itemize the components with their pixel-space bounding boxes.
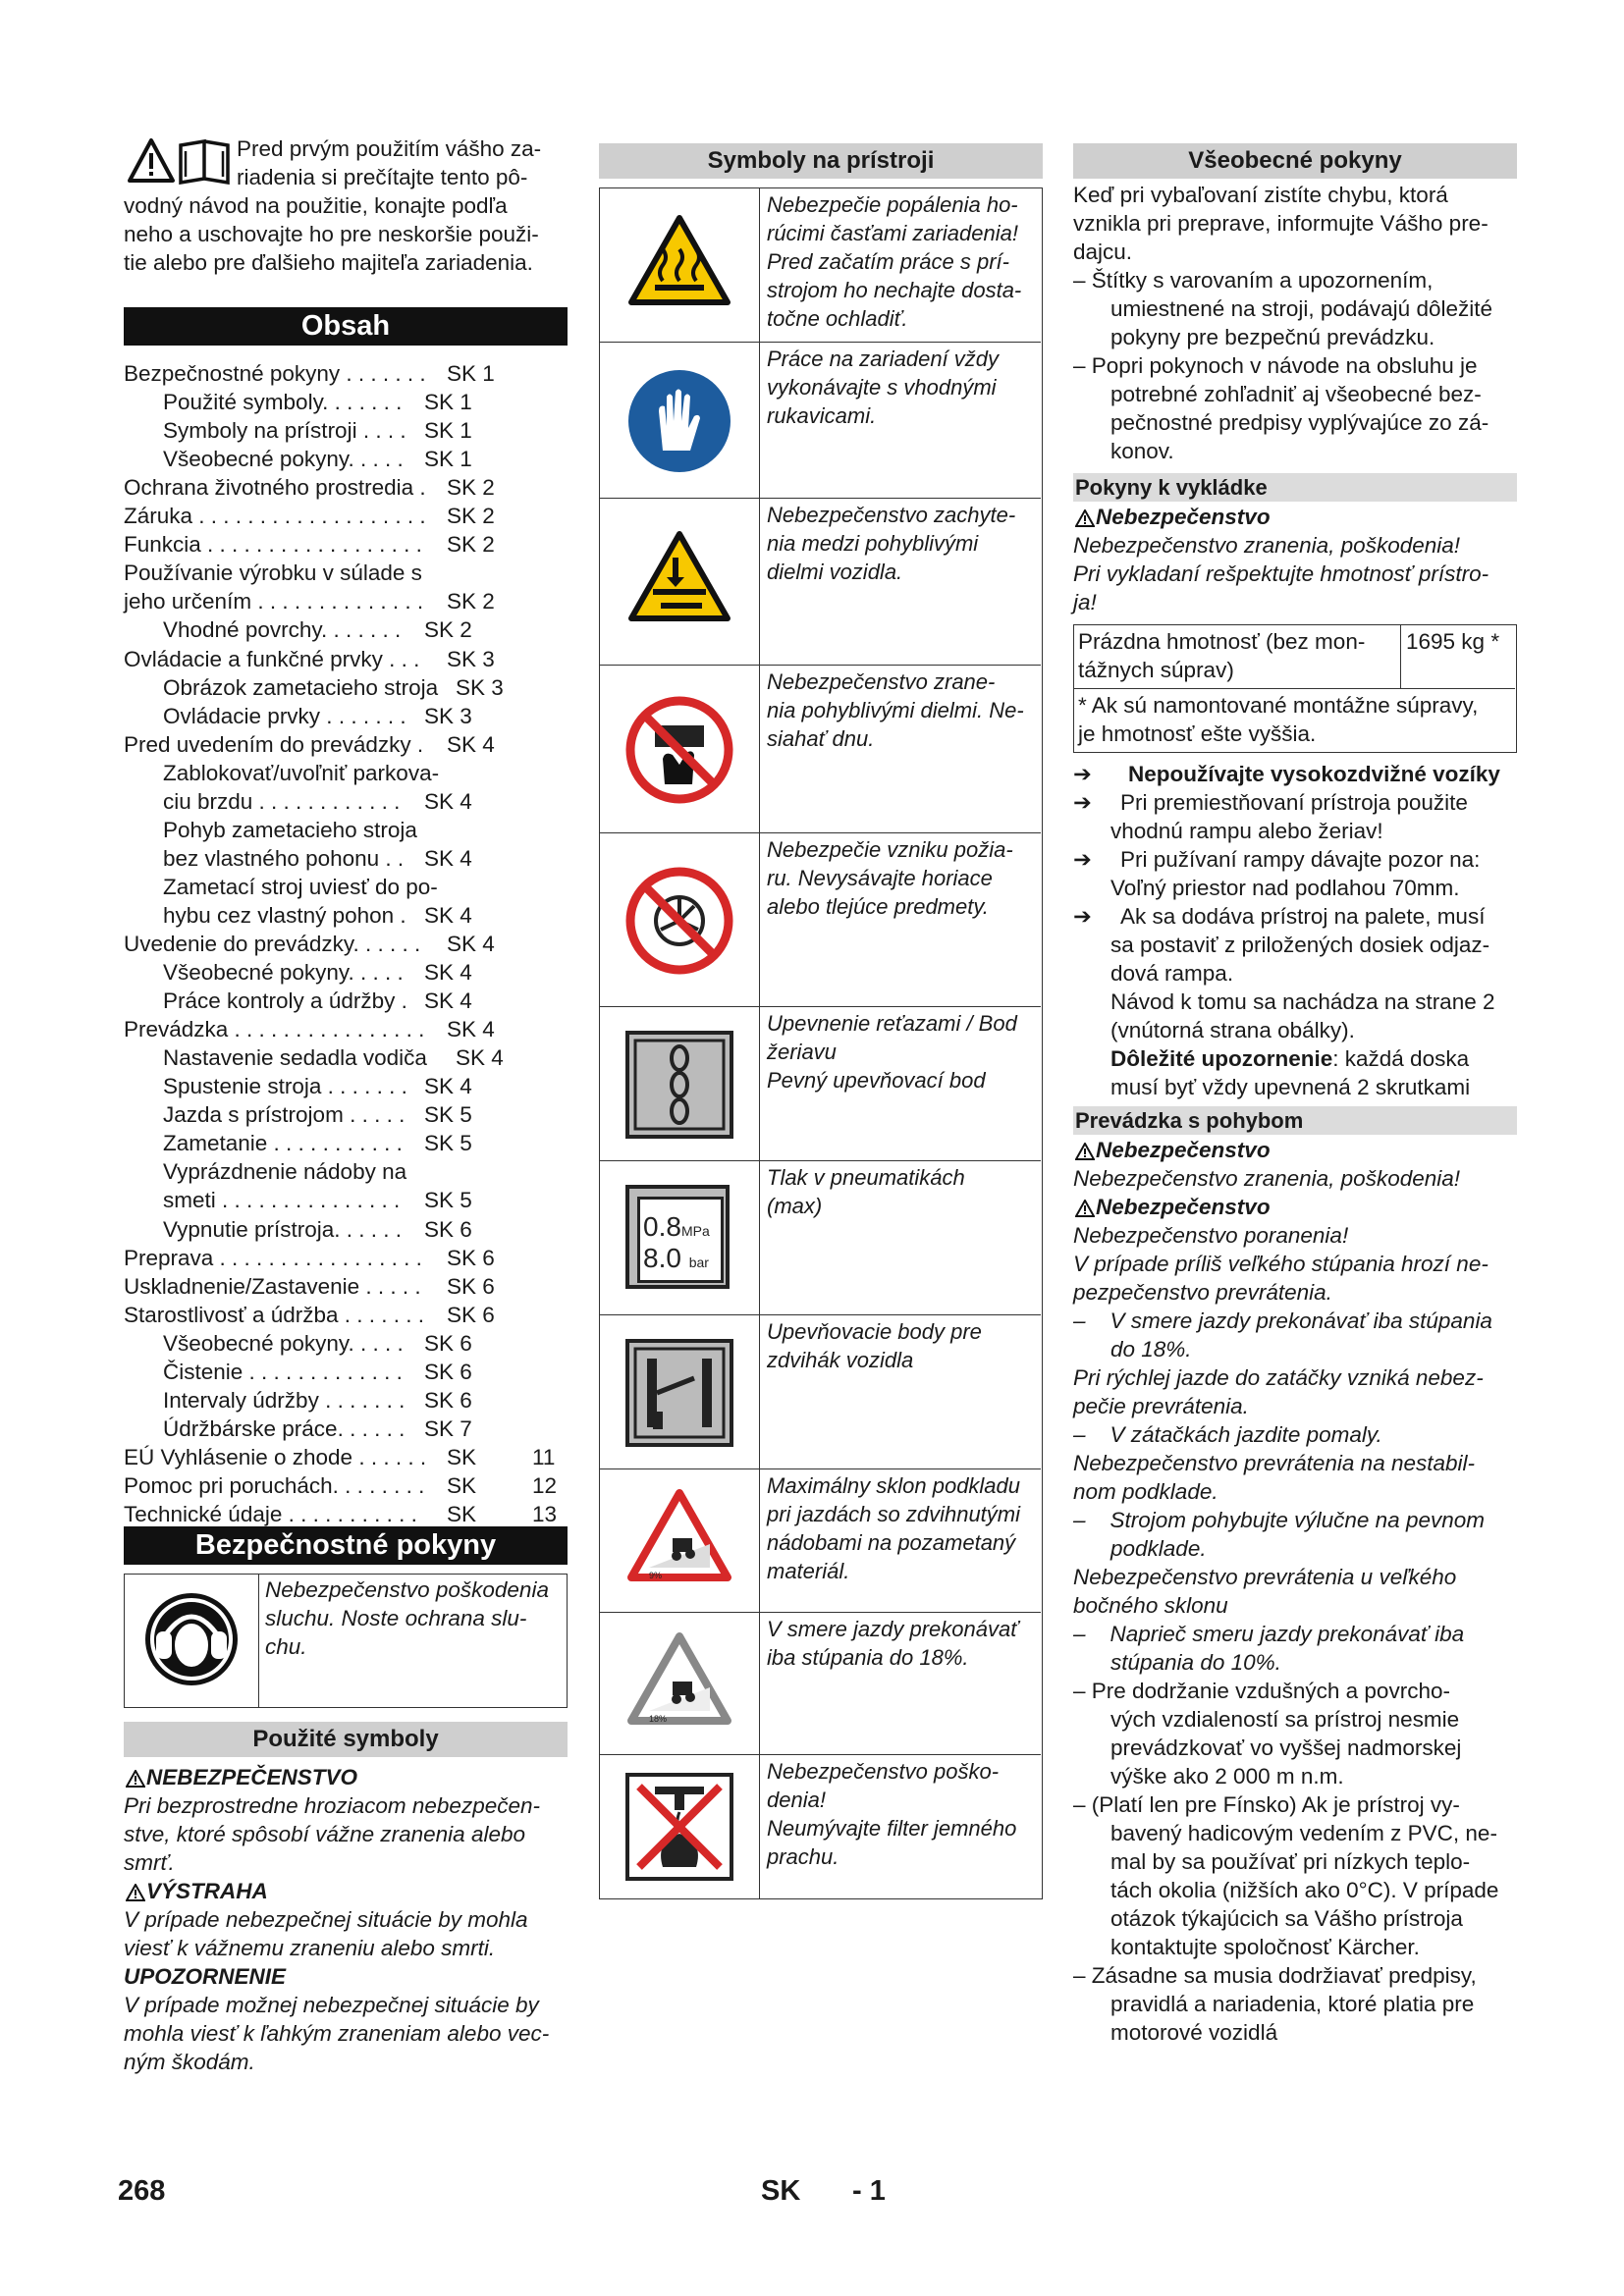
symbol-icon-cell <box>600 188 760 342</box>
toc-entry-page: SK 3 <box>447 646 495 671</box>
arrow-bullet-icon: ➔ <box>1073 790 1092 815</box>
symbol-description-line: materiál. <box>767 1559 850 1583</box>
symbol-row <box>600 1613 1041 1755</box>
symbol-description-line: pri jazdách so zdvihnutými <box>767 1502 1021 1526</box>
intro-line: Keď pri vybaľovaní zistíte chybu, ktorá <box>1073 183 1448 207</box>
symbol-description-line: Nebezpečie popálenia ho- <box>767 192 1018 217</box>
prevadzka-line: otázok týkajúcich sa Vášho prístroja <box>1110 1906 1463 1931</box>
toc-entry-title: Obrázok zametacieho stroja <box>163 674 439 700</box>
toc-entry-page: SK 4 <box>447 731 495 757</box>
symbol-description-line: nádobami na pozametaný <box>767 1530 1016 1555</box>
symbol-icon-cell <box>600 1315 760 1468</box>
prevadzka-line: bočného sklonu <box>1073 1593 1228 1618</box>
hearing-protection-cell <box>125 1575 259 1707</box>
symbol-row <box>600 1315 1041 1469</box>
prevadzka-line: motorové vozidlá <box>1110 2020 1278 2045</box>
obsah-heading: Obsah <box>124 307 568 346</box>
toc-entry-page-number: 12 <box>532 1472 558 1498</box>
ear-protection-icon <box>142 1590 241 1688</box>
symbol-icon-cell <box>600 1755 760 1898</box>
toc-entry-page: SK 1 <box>447 361 495 386</box>
toc-entry-title: Bezpečnostné pokyny . . . . . . . <box>124 361 426 386</box>
toc-entry-title: jeho určením . . . . . . . . . . . . . . <box>124 589 424 614</box>
symbol-icon-cell <box>600 1613 760 1754</box>
vseobecne-pokyny-heading: Všeobecné pokyny <box>1073 143 1517 179</box>
toc-entry-page-number: 13 <box>532 1502 558 1526</box>
symbol-row <box>600 666 1041 833</box>
symbol-icon-cell <box>600 666 760 832</box>
toc-entry-title: Čistenie . . . . . . . . . . . . . <box>163 1359 403 1384</box>
toc-entry-page: SK 5 <box>424 1188 472 1213</box>
prevadzka-line: výške ako 2 000 m n.m. <box>1110 1764 1344 1789</box>
symbol-description-line: Nebezpečenstvo zrane- <box>767 669 996 694</box>
weight-value-cell <box>1401 625 1515 689</box>
toc-entry-title: Vypnutie prístroja. . . . . . <box>163 1216 403 1242</box>
prevadzka-line: – V smere jazdy prekonávať iba stúpania <box>1073 1308 1492 1333</box>
dolezite-text: : každá doska <box>1332 1046 1470 1071</box>
toc-entry-page: SK 2 <box>424 617 472 643</box>
warning-triangle-icon <box>126 1884 145 1901</box>
prevadzka-line: vých vzdialeností sa prístroj nesmie <box>1110 1707 1460 1732</box>
footer-section-number: - 1 <box>852 2175 886 2207</box>
symbol-description-line: rukavicami. <box>767 403 877 428</box>
nebezpecenstvo-label: Nebezpečenstvo <box>1096 1138 1271 1162</box>
symbol-description-line: Nebezpečie vzniku požia- <box>767 837 1013 862</box>
prevadzka-line: pravidlá a nariadenia, ktoré platia pre <box>1110 1992 1475 2016</box>
vykladka-line: Nebezpečenstvo zranenia, poškodenia! <box>1073 533 1461 558</box>
prevadzka-line: pezpečenstvo prevrátenia. <box>1073 1280 1332 1305</box>
symbol-row <box>600 833 1041 1007</box>
arrow-bullet-line: (vnútorná strana obálky). <box>1110 1018 1355 1042</box>
symbol-icon-cell <box>600 499 760 665</box>
toc-entry-title: Technické údaje . . . . . . . . . . . <box>124 1502 417 1526</box>
toc-entry-title: Spustenie stroja . . . . . . . <box>163 1074 407 1099</box>
symbol-description-line: Neumývajte filter jemného <box>767 1816 1017 1841</box>
danger-text-line: Pri bezprostredne hroziacom nebezpečen- <box>124 1793 540 1818</box>
pressure-mpa-value: 0.8 <box>643 1210 681 1242</box>
toc-entry-title: smeti . . . . . . . . . . . . . . . <box>163 1188 401 1213</box>
prevadzka-line: nom podklade. <box>1073 1479 1218 1504</box>
footer-lang: SK <box>761 2175 801 2207</box>
prevadzka-line: V prípade príliš veľkého stúpania hrozí ne- <box>1073 1252 1489 1276</box>
symbol-description <box>767 667 1037 753</box>
arrow-bullet-line: vhodnú rampu alebo žeriav! <box>1110 819 1383 843</box>
prevadzka-line: podklade. <box>1110 1536 1207 1561</box>
symbol-row <box>600 1161 1041 1315</box>
warning-text-line: V prípade nebezpečnej situácie by mohla <box>124 1907 528 1932</box>
warning-text-line: viesť k vážnemu zraneniu alebo smrti. <box>124 1936 496 1960</box>
chain-fastening-icon <box>625 1031 733 1146</box>
climb-slope-icon <box>625 1630 733 1735</box>
weight-note-line: je hmotnosť ešte vyššia. <box>1078 721 1317 746</box>
pouzite-symboly-heading: Použité symboly <box>124 1722 568 1757</box>
danger-text-line: stve, ktoré spôsobí vážne zranenia alebo <box>124 1822 525 1846</box>
bullet-line: konov. <box>1110 439 1174 463</box>
hearing-protection-box <box>124 1574 568 1708</box>
toc-entry-title: bez vlastného pohonu . . <box>163 845 405 871</box>
toc-entry-page: SK 4 <box>424 988 472 1014</box>
warning-triangle-icon <box>1075 509 1095 527</box>
intro-line: dajcu. <box>1073 240 1133 264</box>
toc-entry-page: SK 6 <box>447 1273 495 1299</box>
symbol-description <box>767 501 1037 586</box>
toc-entry-title: Uvedenie do prevádzky. . . . . . <box>124 932 421 956</box>
toc-entry-page: SK <box>447 1472 477 1498</box>
arrow-bullet-line: Nepoužívajte vysokozdvižné vozíky <box>1128 762 1500 786</box>
toc-entry-page: SK 4 <box>424 788 472 814</box>
toc-entry-title: Záruka . . . . . . . . . . . . . . . . . . . <box>124 504 426 529</box>
crush-hazard-icon <box>625 528 733 633</box>
symbol-icon-cell <box>600 343 760 498</box>
symbol-description-line: rúcimi časťami zariadenia! <box>767 221 1018 245</box>
gloves-icon <box>625 367 733 482</box>
symbol-icon-cell <box>600 1469 760 1612</box>
prevadzka-line: bavený hadicovým vedením z PVC, ne- <box>1110 1821 1497 1845</box>
toc-entry-page: SK 5 <box>424 1131 472 1156</box>
toc-entry-title: Pred uvedením do prevádzky . <box>124 731 424 757</box>
prevadzka-line: – (Platí len pre Fínsko) Ak je prístroj vy- <box>1073 1792 1460 1817</box>
toc-entry-page-number: 11 <box>532 1444 556 1469</box>
intro-line: vodný návod na použitie, konajte podľa <box>124 193 508 218</box>
page-number: 268 <box>118 2175 166 2207</box>
toc-entry-page: SK 4 <box>424 1074 472 1099</box>
vykladka-line: Pri vykladaní rešpektujte hmotnosť prístro- <box>1073 561 1489 586</box>
arrow-bullet-line: Voľný priestor nad podlahou 70mm. <box>1110 876 1460 900</box>
toc-entry-page: SK 1 <box>424 390 472 415</box>
symbol-description <box>767 190 1037 333</box>
toc-entry-page: SK 4 <box>424 845 472 871</box>
toc-entry-title: Funkcia . . . . . . . . . . . . . . . . . . <box>124 532 422 558</box>
symbol-row <box>600 188 1041 343</box>
symbol-icon-cell <box>600 1007 760 1160</box>
symbol-description-line: Upevňovacie body pre <box>767 1319 982 1344</box>
symbol-description-line: siahať dnu. <box>767 726 875 751</box>
prevadzka-line: – Strojom pohybujte výlučne na pevnom <box>1073 1508 1485 1532</box>
symbol-description <box>767 1163 1037 1220</box>
danger-text-line: smrť. <box>124 1850 175 1875</box>
max-slope-icon <box>625 1487 733 1592</box>
vykladka-heading: Pokyny k vykládke <box>1073 473 1517 502</box>
symbol-description-line: Pevný upevňovací bod <box>767 1068 986 1093</box>
toc-entry-page: SK 6 <box>447 1245 495 1270</box>
toc-entry-title: Všeobecné pokyny. . . . . <box>163 960 404 986</box>
toc-entry-page: SK 4 <box>456 1045 504 1071</box>
prevadzka-line: – Pre dodržanie vzdušných a povrcho- <box>1073 1679 1450 1703</box>
toc-entry-title: Ovládacie prvky . . . . . . . <box>163 703 406 728</box>
dolezite-label: Dôležité upozornenie <box>1110 1046 1333 1071</box>
toc-entry-page: SK 5 <box>424 1102 472 1128</box>
toc-entry-title: Preprava . . . . . . . . . . . . . . . . . <box>124 1245 422 1270</box>
pressure-mpa-line <box>643 1212 710 1246</box>
symbol-description-line: Práce na zariadení vždy <box>767 347 1000 371</box>
toc-entry-title: hybu cez vlastný pohon . <box>163 902 406 928</box>
symboly-na-pristroji-heading: Symboly na prístroji <box>599 143 1043 179</box>
noise-text-line: sluchu. Noste ochrana slu- <box>265 1606 527 1630</box>
dolezite-line <box>1110 1044 1469 1073</box>
toc-entry-title: Prevádzka . . . . . . . . . . . . . . . . <box>124 1017 425 1042</box>
toc-entry-page: SK 6 <box>424 1359 472 1384</box>
symbol-description <box>767 1471 1037 1585</box>
intro-line: Pred prvým použitím vášho za- <box>237 136 542 161</box>
prevadzka-line: kontaktujte spoločnosť Kärcher. <box>1110 1935 1420 1959</box>
symbol-row <box>600 499 1041 666</box>
prevadzka-line: Nebezpečenstvo prevrátenia na nestabil- <box>1073 1451 1475 1475</box>
symbol-description-line: iba stúpania do 18%. <box>767 1645 969 1670</box>
weight-note-line: * Ak sú namontované montážne súpravy, <box>1078 693 1479 718</box>
arrow-bullet-icon: ➔ <box>1073 904 1092 929</box>
toc-entry-title: Uskladnenie/Zastavenie . . . . . <box>124 1273 421 1299</box>
noise-text-line: Nebezpečenstvo poškodenia <box>265 1577 549 1602</box>
danger-label: NEBEZPEČENSTVO <box>146 1765 358 1789</box>
symbol-description-line: Tlak v pneumatikách <box>767 1165 965 1190</box>
noise-text-line: chu. <box>265 1634 307 1659</box>
toc-entry-page: SK 6 <box>447 1302 495 1327</box>
prevadzka-line: – Naprieč smeru jazdy prekonávať iba <box>1073 1622 1465 1646</box>
symbol-description-line: prachu. <box>767 1844 839 1869</box>
toc-entry-title: Vyprázdnenie nádoby na <box>163 1159 407 1185</box>
symbol-description-line: nia medzi pohyblivými <box>767 531 979 556</box>
symbol-row <box>600 1007 1041 1161</box>
toc-entry-title: Všeobecné pokyny. . . . . <box>163 1330 404 1356</box>
symbol-row <box>600 1469 1041 1613</box>
symbol-description-line: Maximálny sklon podkladu <box>767 1473 1021 1498</box>
toc-entry-page: SK <box>447 1444 477 1469</box>
arrow-bullet-line: Ak sa dodáva prístroj na palete, musí <box>1120 904 1486 929</box>
arrow-bullet-icon: ➔ <box>1073 847 1092 872</box>
bullet-line: potrebné zohľadniť aj všeobecné bez- <box>1110 382 1482 406</box>
toc-entry-title: Zablokovať/uvoľniť parkova- <box>163 760 440 785</box>
arrow-bullet-icon: ➔ <box>1073 762 1092 786</box>
no-wash-filter-icon <box>625 1773 733 1888</box>
no-burning-objects-icon <box>625 867 733 982</box>
caution-text-line: ným škodám. <box>124 2050 255 2074</box>
pressure-mpa-unit: MPa <box>680 1222 710 1239</box>
toc-entry-page: SK 4 <box>424 960 472 986</box>
toc-entry-title: EÚ Vyhlásenie o zhode . . . . . . <box>124 1444 427 1469</box>
pressure-bar-value: 8.0 <box>643 1242 681 1273</box>
toc-entry-title: Ovládacie a funkčné prvky . . . <box>124 646 420 671</box>
symbol-description-line: alebo tlejúce predmety. <box>767 894 989 919</box>
toc-entry-page: SK 4 <box>447 932 495 956</box>
toc-entry-title: Všeobecné pokyny. . . . . <box>163 447 404 472</box>
symbol-description-line: ru. Nevysávajte horiace <box>767 866 993 890</box>
prevadzka-line: Pri rýchlej jazde do zatáčky vzniká nebez- <box>1073 1365 1484 1390</box>
toc-entry-page: SK 2 <box>447 589 495 614</box>
vykladka-line: ja! <box>1073 590 1097 614</box>
symbol-description-line: V smere jazdy prekonávať <box>767 1617 1019 1641</box>
symbol-description-line: Nebezpečenstvo zachyte- <box>767 503 1016 527</box>
toc-entry-title: Pohyb zametacieho stroja <box>163 817 417 842</box>
warning-triangle-icon <box>1075 1143 1095 1160</box>
toc-entry-title: Pomoc pri poruchách. . . . . . . . <box>124 1472 425 1498</box>
warning-manual-icon <box>128 137 234 185</box>
symbol-description-line: Pred začatím práce s prí- <box>767 249 1009 274</box>
bullet-line: umiestnené na stroji, podávajú dôležité <box>1110 296 1492 321</box>
bullet-line: pečnostné predpisy vyplývajúce zo zá- <box>1110 410 1489 435</box>
prevadzka-line: – Zásadne sa musia dodržiavať predpisy, <box>1073 1963 1477 1988</box>
symbol-description-line: točne ochladiť. <box>767 306 908 331</box>
hot-surface-icon <box>625 212 733 317</box>
arrow-bullet-line: sa postaviť z priložených dosiek odjaz- <box>1110 933 1490 957</box>
toc-entry-page: SK 3 <box>456 674 504 700</box>
prevadzka-line: do 18%. <box>1110 1337 1192 1362</box>
toc-entry-page: SK <box>447 1502 477 1526</box>
toc-entry-title: ciu brzdu . . . . . . . . . . . . <box>163 788 401 814</box>
arrow-bullet-line: Pri pužívaní rampy dávajte pozor na: <box>1120 847 1481 872</box>
weight-label-cell <box>1074 625 1401 689</box>
warning-triangle-icon <box>126 1770 145 1788</box>
prevadzka-line: tách okolia (nižších ako 0°C). V prípade <box>1110 1878 1499 1902</box>
toc-entry-page: SK 2 <box>447 504 495 529</box>
caution-text-line: V prípade možnej nebezpečnej situácie by <box>124 1993 539 2017</box>
arrow-bullet-line: Návod k tomu sa nachádza na strane 2 <box>1110 989 1495 1014</box>
symbol-description <box>767 1009 1037 1095</box>
weight-table <box>1073 624 1517 753</box>
symbol-description-line: Upevnenie reťazami / Bod <box>767 1011 1017 1036</box>
device-symbols-table <box>599 187 1043 1899</box>
symbol-row <box>600 1755 1041 1898</box>
prevadzka-line: Nebezpečenstvo poranenia! <box>1073 1223 1349 1248</box>
symbol-description-line: žeriavu <box>767 1040 837 1064</box>
toc-entry-title: Intervaly údržby . . . . . . . <box>163 1387 406 1413</box>
weight-label-line: Prázdna hmotnosť (bez mon- <box>1078 629 1366 654</box>
toc-entry-title: Starostlivosť a údržba . . . . . . . <box>124 1302 425 1327</box>
toc-entry-page: SK 4 <box>424 902 472 928</box>
warning-label: VÝSTRAHA <box>146 1879 268 1903</box>
toc-entry-title: Vhodné povrchy. . . . . . . <box>163 617 402 643</box>
symbol-description-line: (max) <box>767 1194 823 1218</box>
symbol-icon-cell <box>600 833 760 1006</box>
symbol-description <box>767 345 1037 430</box>
symbol-description-line: strojom ho nechajte dosta- <box>767 278 1022 302</box>
bullet-line: pokyny pre bezpečnú prevádzku. <box>1110 325 1435 349</box>
intro-line: riadenia si prečítajte tento pô- <box>237 165 528 189</box>
prevadzka-line: prevádzkovať vo vyššej nadmorskej <box>1110 1735 1462 1760</box>
bullet-line: – Štítky s varovaním a upozornením, <box>1073 268 1434 293</box>
intro-line: neho a uschovajte ho pre neskoršie použi- <box>124 222 539 246</box>
toc-entry-page: SK 3 <box>424 703 472 728</box>
arrow-bullet-line: Pri premiestňovaní prístroja použite <box>1120 790 1468 815</box>
nebezpecenstvo-label: Nebezpečenstvo <box>1096 505 1271 529</box>
symbol-description <box>767 835 1037 921</box>
prevadzka-line: pečie prevrátenia. <box>1073 1394 1249 1418</box>
prevadzka-line: stúpania do 10%. <box>1110 1650 1281 1675</box>
toc-entry-page: SK 6 <box>424 1330 472 1356</box>
prevadzka-line: Nebezpečenstvo zranenia, poškodenia! <box>1073 1166 1461 1191</box>
symbol-description <box>767 1757 1037 1871</box>
toc-entry-title: Práce kontroly a údržby . <box>163 988 407 1014</box>
dolezite-line: musí byť vždy upevnená 2 skrutkami <box>1110 1075 1471 1099</box>
prevadzka-line: mal by sa používať pri nízkych teplo- <box>1110 1849 1471 1874</box>
toc-entry-page: SK 2 <box>447 532 495 558</box>
arrow-bullet-line: dová rampa. <box>1110 961 1234 986</box>
symbol-description-line: nia pohyblivými dielmi. Ne- <box>767 698 1024 722</box>
intro-line: vznikla pri preprave, informujte Vášho pre- <box>1073 211 1489 236</box>
toc-entry-page: SK 1 <box>424 418 472 444</box>
symbol-description <box>767 1317 1037 1374</box>
toc-entry-title: Použité symboly. . . . . . . <box>163 390 403 415</box>
bullet-line: – Popri pokynoch v návode na obsluhu je <box>1073 353 1478 378</box>
toc-entry-page: SK 6 <box>424 1216 472 1242</box>
symbol-description-line: Nebezpečenstvo poško- <box>767 1759 1000 1784</box>
prevadzka-line: Nebezpečenstvo prevrátenia u veľkého <box>1073 1565 1457 1589</box>
toc-entry-page: SK 2 <box>447 475 495 501</box>
toc-entry-title: Údržbárske práce. . . . . . <box>163 1415 406 1441</box>
weight-value: 1695 kg * <box>1406 629 1500 654</box>
toc-entry-page: SK 4 <box>447 1017 495 1042</box>
toc-entry-page: SK 7 <box>424 1415 472 1441</box>
toc-entry-page: SK 6 <box>424 1387 472 1413</box>
toc-entry-title: Ochrana životného prostredia . <box>124 475 426 501</box>
nebezpecenstvo-label: Nebezpečenstvo <box>1096 1195 1271 1219</box>
toc-entry-title: Zametací stroj uviesť do po- <box>163 874 438 899</box>
toc-entry-title: Zametanie . . . . . . . . . . . <box>163 1131 403 1156</box>
symbol-row <box>600 343 1041 499</box>
symbol-icon-cell <box>600 1161 760 1314</box>
weight-label-line: tážnych súprav) <box>1078 658 1234 682</box>
toc-entry-title: Symboly na prístroji . . . . <box>163 418 406 444</box>
prevadzka-line: – V zátačkách jazdite pomaly. <box>1073 1422 1382 1447</box>
bezpecnostne-pokyny-heading: Bezpečnostné pokyny <box>124 1526 568 1565</box>
pressure-bar-unit: bar <box>688 1254 709 1270</box>
symbol-description-line: denia! <box>767 1788 826 1812</box>
pressure-bar-line <box>643 1244 709 1277</box>
tyre-pressure-icon <box>625 1185 730 1289</box>
caution-label: UPOZORNENIE <box>124 1964 287 1989</box>
symbol-description-line: dielmi vozidla. <box>767 560 903 584</box>
symbol-description-line: vykonávajte s vhodnými <box>767 375 997 400</box>
toc-entry-title: Jazda s prístrojom . . . . . <box>163 1102 406 1128</box>
warning-triangle-icon <box>1075 1200 1095 1217</box>
slope-percent-label: 9% <box>649 1571 663 1580</box>
symbol-description <box>767 1615 1037 1672</box>
no-reach-in-icon <box>625 696 733 811</box>
toc-entry-title: Nastavenie sedadla vodiča <box>163 1045 427 1071</box>
caution-text-line: mohla viesť k ľahkým zraneniam alebo vec- <box>124 2021 550 2046</box>
prevadzka-heading: Prevádzka s pohybom <box>1073 1106 1517 1135</box>
toc-entry-title: Používanie výrobku v súlade s <box>124 561 422 586</box>
symbol-description-line: zdvihák vozidla <box>767 1348 914 1372</box>
slope-percent-label: 18% <box>649 1713 668 1724</box>
jack-point-icon <box>625 1339 733 1454</box>
toc-entry-page: SK 1 <box>424 447 472 472</box>
intro-line: tie alebo pre ďalšieho majiteľa zariadenia. <box>124 250 533 275</box>
